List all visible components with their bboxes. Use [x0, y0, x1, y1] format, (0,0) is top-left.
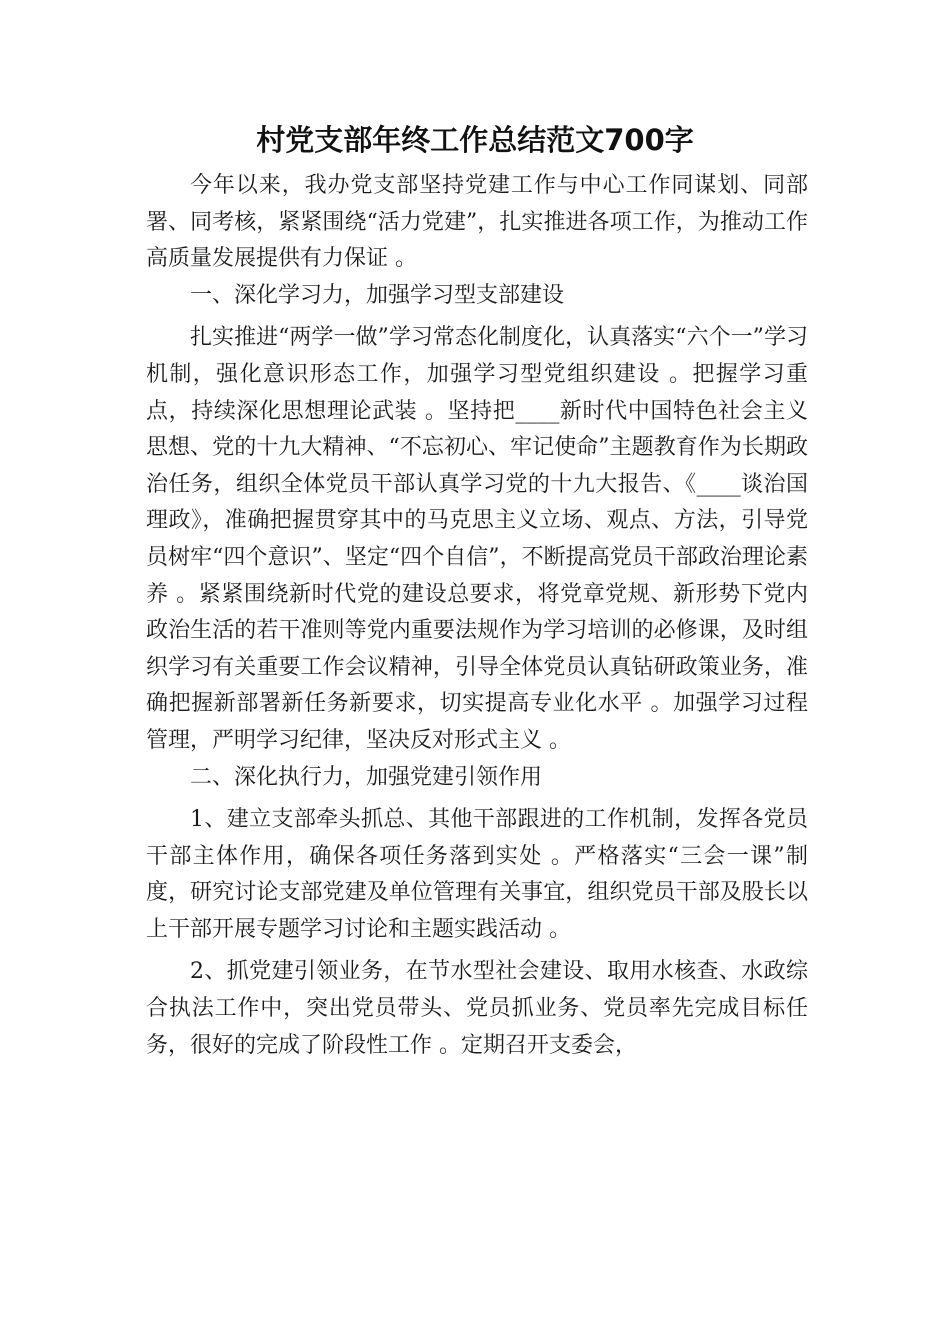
intro-paragraph: 今年以来，我办党支部坚持党建工作与中心工作同谋划、同部署、同考核，紧紧围绕“活力党建”，扎实推进各项工作，为推动工作高质量发展提供有力保证 。: [146, 173, 808, 272]
section-heading-1: 一、深化学习力，加强学习型支部建设: [190, 282, 565, 308]
section-1-paragraph: 扎实推进“两学一做”学习常态化制度化，认真落实“六个一”学习机制，强化意识形态工作，加强学习型党组织建设 。把握学习重点，持续深化思想理论武装 。坚持把____新时代中国特色社会主义思想、党的十九大精神、“不忘初心、牢记使命”主题教育作为长期政治任务，组织全体党员干部认真学习党的十九大报告、《____谈治国理政》，准确把握贯穿其中的马克思主义立场、观点、方法，引导党员树牢“四个意识”、坚定“四个自信”，不断提高党员干部政治理论素养 。紧紧围绕新时代党的建设总要求，将党章党规、新形势下党内政治生活的若干准则等党内重要法规作为学习培训的必修课，及时组织学习有关重要工作会议精神，引导全体党员认真钻研政策业务，准确把握新部署新任务新要求，切实提高专业化水平 。加强学习过程管理，严明学习纪律，坚决反对形式主义 。: [146, 325, 808, 753]
section-2-item-1: 1、建立支部牵头抓总、其他干部跟进的工作机制，发挥各党员干部主体作用，确保各项任务落到实处 。严格落实“三会一课”制度，研究讨论支部党建及单位管理有关事宜，组织党员干部及股长以上干部开展专题学习讨论和主题实践活动 。: [146, 807, 808, 942]
document-body: [146, 168, 808, 1064]
section-heading-2: 二、深化执行力，加强党建引领作用: [190, 764, 543, 790]
document-title: 村党支部年终工作总结范文700字: [256, 123, 694, 157]
section-2-item-2: 2、抓党建引领业务，在节水型社会建设、取用水核查、水政综合执法工作中，突出党员带头、党员抓业务、党员率先完成目标任务，很好的完成了阶段性工作 。定期召开支委会，: [146, 959, 808, 1058]
